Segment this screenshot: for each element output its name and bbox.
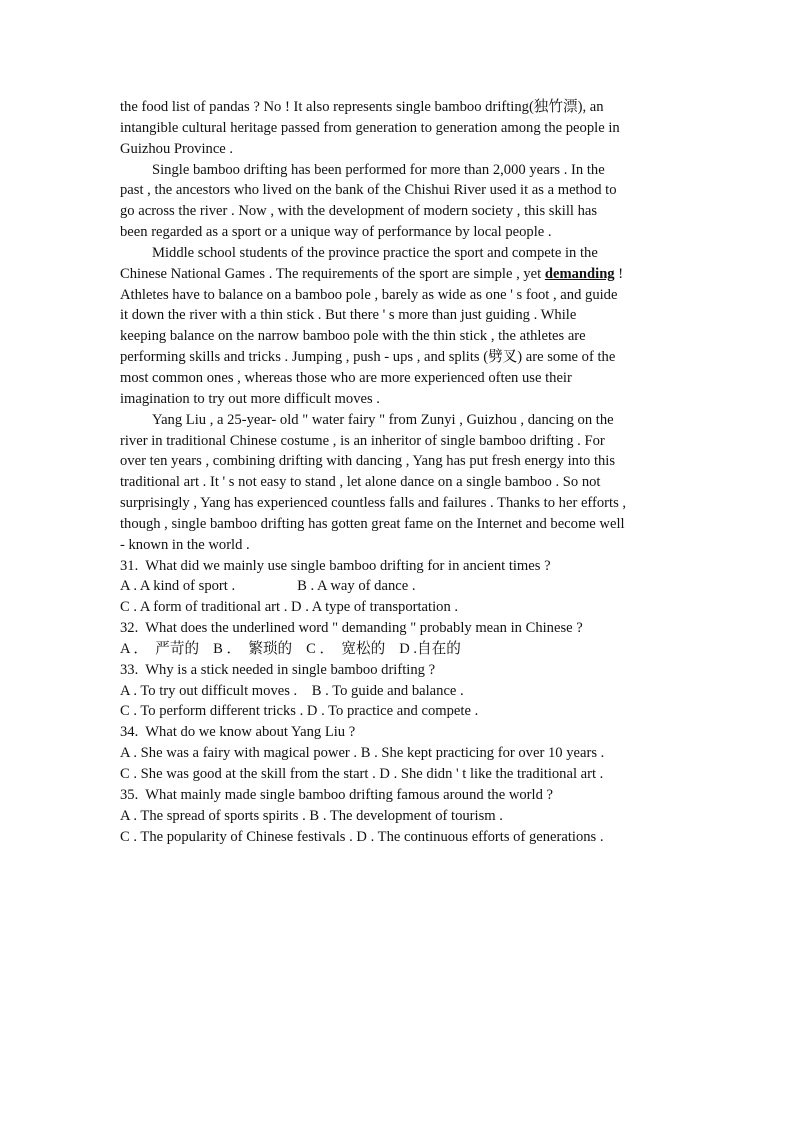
options-line: C . A form of traditional art . D . A type of transportation . bbox=[120, 599, 459, 616]
option-d: D .自在的 bbox=[399, 640, 461, 657]
text-line: traditional art . It ' s not easy to stand , let alone dance on a single bamboo . So not bbox=[120, 474, 601, 491]
text-line: - known in the world . bbox=[120, 536, 250, 553]
options-line: C . She was good at the skill from the start . D . She didn ' t like the traditional art . bbox=[120, 766, 604, 782]
text-line: it down the river with a thin stick . But there ' s more than just guiding . While bbox=[120, 307, 577, 324]
document-page bbox=[120, 97, 685, 847]
paragraph-1 bbox=[120, 97, 685, 160]
question-31 bbox=[120, 556, 685, 619]
option-b: B . A way of dance . bbox=[297, 578, 416, 595]
options-line bbox=[120, 576, 685, 597]
text-line: Middle school students of the province practice the sport and compete in the bbox=[152, 244, 598, 261]
text-line: go across the river . Now , with the development of modern society , this skill has bbox=[120, 203, 598, 220]
question-stem: 35. What mainly made single bamboo drifting famous around the world ? bbox=[120, 786, 553, 803]
question-34 bbox=[120, 722, 685, 785]
text-segment: Chinese National Games . The requirements of the sport are simple , yet bbox=[120, 265, 545, 282]
paragraph-4 bbox=[120, 410, 685, 556]
option-c: C ． 宽松的 bbox=[306, 640, 386, 657]
text-segment: ! bbox=[614, 265, 624, 282]
text-line: Yang Liu , a 25-year- old " water fairy " from Zunyi , Guizhou , dancing on the bbox=[152, 411, 614, 428]
question-stem: 31. What did we mainly use single bamboo drifting for in ancient times ? bbox=[120, 557, 551, 574]
option-a: A ． 严苛的 bbox=[120, 640, 200, 657]
text-line: river in traditional Chinese costume , is an inheritor of single bamboo drifting . For bbox=[120, 432, 605, 449]
text-line: most common ones , whereas those who are more experienced often use their bbox=[120, 369, 572, 386]
text-line: though , single bamboo drifting has gotten great fame on the Internet and become well bbox=[120, 515, 625, 532]
options-line: C . The popularity of Chinese festivals . D . The continuous efforts of generations . bbox=[120, 828, 604, 845]
option-b: B ． 繁琐的 bbox=[213, 640, 293, 657]
text-line: Athletes have to balance on a bamboo pole , barely as wide as one ' s foot , and guide bbox=[120, 286, 618, 303]
options-line bbox=[120, 639, 685, 660]
question-stem: 33. Why is a stick needed in single bamboo drifting ? bbox=[120, 661, 436, 678]
question-stem: 32. What does the underlined word " demanding " probably mean in Chinese ? bbox=[120, 620, 583, 637]
paragraph-2 bbox=[120, 160, 685, 243]
question-35 bbox=[120, 785, 685, 848]
text-line-with-underline bbox=[120, 264, 685, 285]
paragraph-3 bbox=[120, 243, 685, 410]
question-32 bbox=[120, 618, 685, 660]
text-line: the food list of pandas ? No ! It also represents single bamboo drifting(独竹漂), an bbox=[120, 99, 604, 115]
text-line: surprisingly , Yang has experienced countless falls and failures . Thanks to her efforts , bbox=[120, 495, 627, 512]
question-stem: 34. What do we know about Yang Liu ? bbox=[120, 724, 356, 741]
text-line: Guizhou Province . bbox=[120, 140, 234, 157]
options-line: C . To perform different tricks . D . To practice and compete . bbox=[120, 703, 479, 720]
text-line: over ten years , combining drifting with dancing , Yang has put fresh energy into this bbox=[120, 453, 616, 470]
options-line: A . The spread of sports spirits . B . The development of tourism . bbox=[120, 807, 503, 824]
text-line: imagination to try out more difficult moves . bbox=[120, 390, 380, 407]
option-a: A . A kind of sport . bbox=[120, 578, 236, 595]
text-line: Single bamboo drifting has been performed for more than 2,000 years . In the bbox=[152, 161, 605, 178]
question-33 bbox=[120, 660, 685, 723]
options-line: A . To try out difficult moves . B . To guide and balance . bbox=[120, 682, 464, 699]
text-line: intangible cultural heritage passed from generation to generation among the people in bbox=[120, 119, 620, 136]
underlined-word-demanding: demanding bbox=[544, 265, 615, 282]
options-line: A . She was a fairy with magical power . B . She kept practicing for over 10 years . bbox=[120, 745, 605, 762]
text-line: performing skills and tricks . Jumping , push - ups , and splits (劈叉) are some of the bbox=[120, 349, 616, 366]
text-line: past , the ancestors who lived on the bank of the Chishui River used it as a method to bbox=[120, 182, 617, 199]
text-line: been regarded as a sport or a unique way of performance by local people . bbox=[120, 224, 552, 241]
text-line: keeping balance on the narrow bamboo pole with the thin stick , the athletes are bbox=[120, 328, 586, 345]
